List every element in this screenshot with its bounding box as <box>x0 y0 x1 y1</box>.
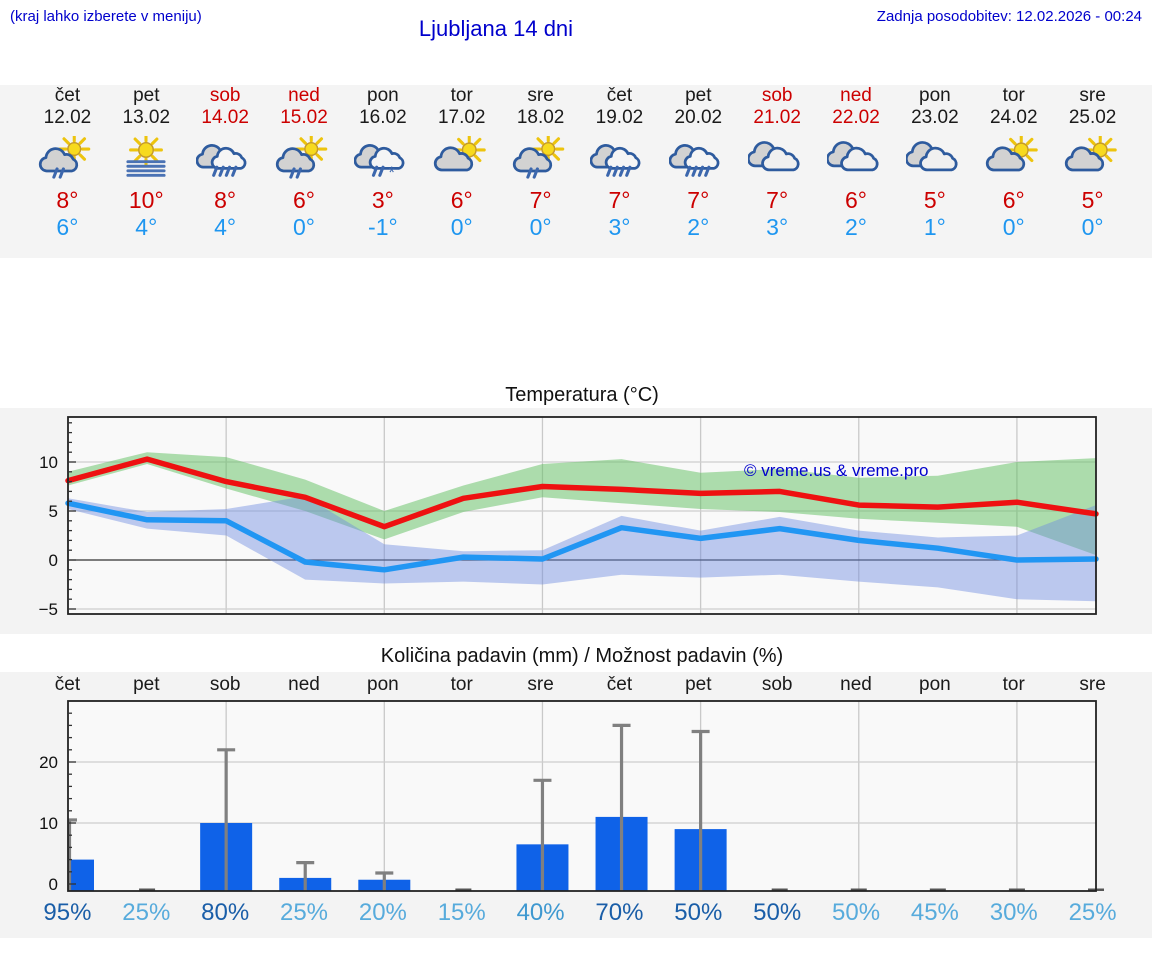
temperature-chart-title: Temperatura (°C) <box>505 384 659 406</box>
cloud-sleet-icon <box>343 133 422 185</box>
precip-probability: 30% <box>989 899 1038 926</box>
precip-probability: 25% <box>1068 899 1117 926</box>
day-name: ned <box>288 85 320 106</box>
precip-day-label: pon <box>919 674 951 695</box>
precip-day-label: sre <box>527 674 554 695</box>
y-tick-label: 20 <box>39 753 58 772</box>
precip-probability: 25% <box>122 899 171 926</box>
max-temperature: 6° <box>1002 187 1025 213</box>
forecast-day <box>186 85 265 241</box>
min-temperature: 0° <box>450 214 473 240</box>
svg-text:*: * <box>388 164 395 182</box>
forecast-day <box>107 85 186 241</box>
day-date: 21.02 <box>753 107 801 128</box>
min-temperature: 4° <box>214 214 237 240</box>
day-name: tor <box>1002 85 1025 106</box>
precipitation-probability-row <box>28 899 1132 927</box>
day-date: 14.02 <box>201 107 249 128</box>
precip-probability: 50% <box>832 899 881 926</box>
day-name: pet <box>685 85 712 106</box>
day-date: 16.02 <box>359 107 407 128</box>
precip-probability: 40% <box>516 899 565 926</box>
sun-cloud-rain-icon <box>265 133 344 185</box>
cloudy-icon <box>738 133 817 185</box>
cloud-rain-icon <box>186 133 265 185</box>
max-temperature: 7° <box>608 187 631 213</box>
precip-probability: 70% <box>595 899 644 926</box>
max-temperature: 5° <box>1081 187 1104 213</box>
forecast-day <box>974 85 1053 241</box>
day-date: 18.02 <box>516 107 565 128</box>
day-name: pet <box>133 85 160 106</box>
y-tick-label: 0 <box>48 875 58 894</box>
max-temperature: 6° <box>450 187 473 213</box>
y-tick-label: −5 <box>38 600 58 619</box>
forecast-days-row <box>28 85 1132 241</box>
min-temperature: 6° <box>56 214 79 240</box>
precip-day-label: ned <box>288 674 320 695</box>
day-name: ned <box>840 85 872 106</box>
precip-day-label: čet <box>54 674 81 695</box>
precip-probability: 20% <box>358 899 407 926</box>
day-date: 23.02 <box>911 107 959 128</box>
day-date: 13.02 <box>122 107 171 128</box>
forecast-day <box>580 85 659 241</box>
precip-day-label: čet <box>606 674 633 695</box>
day-date: 19.02 <box>595 107 644 128</box>
min-temperature: 0° <box>1081 214 1104 240</box>
min-temperature: 3° <box>608 214 631 240</box>
max-temperature: 8° <box>214 187 237 213</box>
forecast-day <box>343 85 422 241</box>
cloudy-icon <box>895 133 974 185</box>
forecast-day <box>422 85 501 241</box>
day-name: čet <box>606 85 633 106</box>
cloudy-icon <box>817 133 896 185</box>
day-date: 20.02 <box>674 107 723 128</box>
precip-probability: 45% <box>910 899 959 926</box>
max-temperature: 8° <box>56 187 79 213</box>
precip-probability: 50% <box>753 899 802 926</box>
sun-cloud-icon <box>422 133 501 185</box>
sun-cloud-icon <box>974 133 1053 185</box>
precip-day-label: ned <box>840 674 872 695</box>
day-date: 25.02 <box>1068 107 1117 128</box>
forecast-day <box>265 85 344 241</box>
sun-cloud-icon <box>1053 133 1132 185</box>
forecast-day <box>1053 85 1132 241</box>
precip-probability: 25% <box>279 899 329 926</box>
precipitation-bar <box>68 860 94 891</box>
max-temperature: 6° <box>845 187 868 213</box>
y-tick-label: 0 <box>48 551 58 570</box>
precip-day-label: pon <box>367 674 399 695</box>
max-temperature: 7° <box>766 187 789 213</box>
day-name: sre <box>1079 85 1106 106</box>
precip-probability: 50% <box>674 899 723 926</box>
forecast-day <box>738 85 817 241</box>
precip-day-label: pet <box>685 674 712 695</box>
precip-day-label: pet <box>133 674 160 695</box>
forecast-day <box>659 85 738 241</box>
sun-fog-icon <box>107 133 186 185</box>
precip-probability: 80% <box>201 899 250 926</box>
sun-cloud-rain-icon <box>28 133 107 185</box>
y-tick-label: 10 <box>39 814 58 833</box>
max-temperature: 7° <box>687 187 710 213</box>
location-menu-hint[interactable]: (kraj lahko izberete v meniju) <box>10 8 202 25</box>
min-temperature: 4° <box>135 214 158 240</box>
cloud-rain-icon <box>580 133 659 185</box>
day-date: 15.02 <box>280 107 328 128</box>
min-temperature: 0° <box>293 214 315 240</box>
precip-day-label: sob <box>209 674 241 695</box>
precip-probability: 15% <box>437 899 486 926</box>
min-temperature: 0° <box>1002 214 1025 240</box>
day-name: čet <box>54 85 81 106</box>
day-name: tor <box>450 85 473 106</box>
max-temperature: 5° <box>923 187 946 213</box>
precip-day-label: sre <box>1079 674 1106 695</box>
max-temperature: 6° <box>293 187 315 213</box>
precipitation-day-labels-row <box>28 674 1132 696</box>
min-temperature: 1° <box>923 214 946 240</box>
day-date: 22.02 <box>832 107 880 128</box>
min-temperature: -1° <box>368 214 398 240</box>
day-name: pon <box>919 85 951 106</box>
max-temperature: 3° <box>371 187 394 213</box>
precip-day-label: sob <box>761 674 793 695</box>
max-temperature: 10° <box>128 187 164 213</box>
day-date: 24.02 <box>989 107 1038 128</box>
precipitation-chart-title: Količina padavin (mm) / Možnost padavin (%) <box>380 645 784 667</box>
cloud-rain-icon <box>659 133 738 185</box>
y-tick-label: 10 <box>39 453 58 472</box>
min-temperature: 0° <box>529 214 552 240</box>
precip-day-label: tor <box>450 674 473 695</box>
precip-probability: 95% <box>43 899 92 926</box>
precip-day-label: tor <box>1002 674 1025 695</box>
day-name: sob <box>761 85 793 106</box>
forecast-day <box>895 85 974 241</box>
day-date: 12.02 <box>43 107 92 128</box>
page-title: Ljubljana 14 dni <box>418 16 574 41</box>
min-temperature: 3° <box>766 214 789 240</box>
day-name: sob <box>209 85 241 106</box>
forecast-day <box>28 85 107 241</box>
y-tick-label: 5 <box>48 502 58 521</box>
max-temperature: 7° <box>529 187 552 213</box>
last-update-label: Zadnja posodobitev: 12.02.2026 - 00:24 <box>876 8 1142 25</box>
forecast-day <box>501 85 580 241</box>
day-date: 17.02 <box>437 107 486 128</box>
day-name: sre <box>527 85 554 106</box>
min-temperature: 2° <box>687 214 710 240</box>
temperature-chart <box>0 408 1152 640</box>
precipitation-chart <box>0 700 1152 894</box>
sun-cloud-rain-icon <box>501 133 580 185</box>
forecast-strip <box>0 85 1152 258</box>
watermark: © vreme.us & vreme.pro <box>744 461 929 480</box>
min-temperature: 2° <box>845 214 868 240</box>
forecast-day <box>817 85 896 241</box>
day-name: pon <box>367 85 399 106</box>
